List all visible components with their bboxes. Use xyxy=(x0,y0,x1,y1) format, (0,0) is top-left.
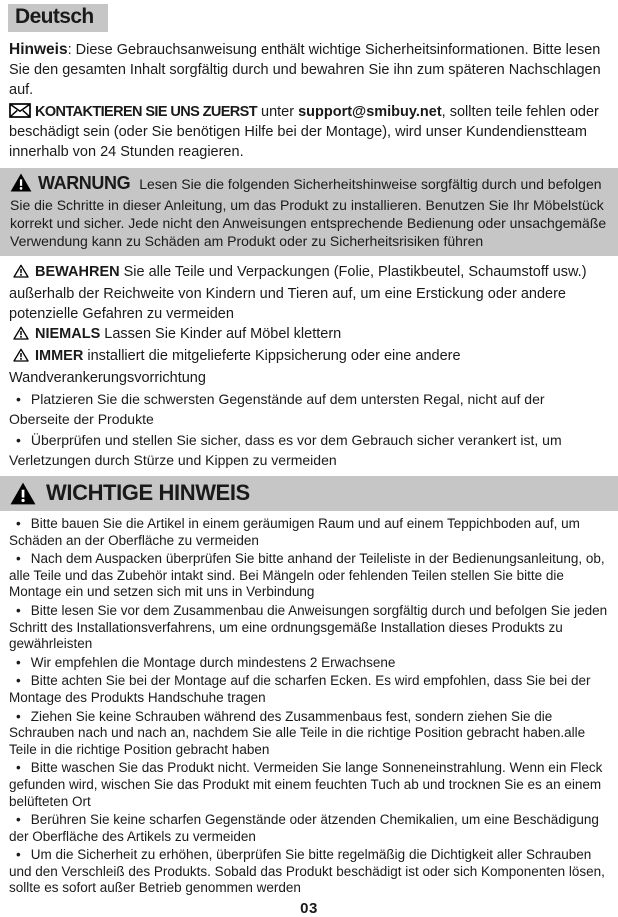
warning-box xyxy=(0,168,618,256)
warning-triangle-outline-icon xyxy=(13,326,29,346)
safety-item-label: NIEMALS xyxy=(35,326,101,342)
warning-triangle-outline-icon xyxy=(13,348,29,368)
bullet-icon: • xyxy=(16,847,21,863)
bullet-icon: • xyxy=(16,551,21,567)
contact-text-after-email: , sollten teile fehlen oder beschädigt sein (oder Sie benötigen Hilfe bei der Montage), wird unser Kundendienstteam innerhalb von 24 Stunden reagieren. xyxy=(9,104,599,160)
important-bullet xyxy=(9,760,609,810)
notice-text: : Diese Gebrauchsanweisung enthält wichtige Sicherheitsinformationen. Bitte lesen Sie den gesamten Inhalt sorgfältig durch und bewahren Sie ihn zum späteren Nachschlagen auf. xyxy=(9,42,601,98)
bullet-icon: • xyxy=(16,432,21,448)
notice-label: Hinweis xyxy=(9,41,68,58)
contact-text-before-email: unter xyxy=(261,104,299,120)
bullet-icon: • xyxy=(16,673,21,689)
safety-item-text: installiert die mitgelieferte Kippsicherung oder eine andere Wandverankerungsvorrichtung xyxy=(9,348,461,386)
safety-item-text: Lassen Sie Kinder auf Möbel klettern xyxy=(104,326,342,342)
important-bullet-text: Bitte bauen Sie die Artikel in einem geräumigen Raum und auf einem Teppichboden auf, um Schäden an der Oberfläche zu vermeiden xyxy=(9,516,580,548)
important-bullet xyxy=(9,655,609,672)
important-bullet xyxy=(9,551,609,601)
contact-paragraph xyxy=(9,102,609,162)
important-bullet-text: Um die Sicherheit zu erhöhen, überprüfen Sie bitte regelmäßig die Dichtigkeit aller Schrauben und den Verschleiß des Produkts. Sobald das Produkt beschädigt ist oder sich Komponenten lösen, sollte es sofort außer Betrieb genommen werden xyxy=(9,847,605,896)
safety-item-immer xyxy=(9,346,609,388)
safety-section xyxy=(9,262,609,470)
important-bullet-text: Berühren Sie keine scharfen Gegenstände oder ätzenden Chemikalien, um eine Beschädigung der Oberfläche des Artikels zu vermeiden xyxy=(9,812,599,844)
important-bullet-text: Bitte lesen Sie vor dem Zusammenbau die Anweisungen sorgfältig durch und befolgen Sie jeden Schritt des Installationsverfahrens, um eine ordnungsgemäße Installation dieses Produkts zu gewährleisten xyxy=(9,602,608,652)
important-notes-list xyxy=(9,516,609,897)
important-notes-title: WICHTIGE HINWEIS xyxy=(46,480,250,505)
bullet-icon: • xyxy=(16,708,21,724)
important-bullet-text: Ziehen Sie keine Schrauben während des Zusammenbaus fest, sondern ziehen Sie die Schrauben nach und nach an, nachdem Sie alle Teile in die richtige Position gebracht haben.alle Teile in die richtige Position gebracht haben xyxy=(9,708,586,757)
important-bullet xyxy=(9,603,609,653)
safety-item-label: IMMER xyxy=(35,348,84,364)
language-title: Deutsch xyxy=(15,5,94,28)
safety-item-label: BEWAHREN xyxy=(35,264,120,280)
important-bullet-text: Nach dem Auspacken überprüfen Sie bitte anhand der Teileliste in der Bedienungsanleitung, ob, alle Teile und das Zubehör intakt sind. Bei Mängeln oder fehlenden Teilen stellen Sie bitte die Montage ein und setzen sich mit uns in Verbindung xyxy=(9,551,605,600)
bullet-icon: • xyxy=(16,602,21,618)
important-bullet-text: Wir empfehlen die Montage durch mindestens 2 Erwachsene xyxy=(30,654,396,670)
safety-bullet xyxy=(9,430,609,470)
safety-bullet-text: Überprüfen und stellen Sie sicher, dass es vor dem Gebrauch sicher verankert ist, um Verletzungen durch Stürze und Kippen zu vermeiden xyxy=(9,432,562,468)
page-number: 03 xyxy=(300,900,318,917)
bullet-icon: • xyxy=(16,654,21,670)
warning-text: Lesen Sie die folgenden Sicherheitshinweise sorgfältig durch und befolgen Sie die Schritte in dieser Anleitung, um das Produkt zu installieren. Benutzen Sie Ihr Möbelstück korrekt und sicher. Jede nicht den Anweisungen entsprechende Bedienung oder unsachgemäße Verwendung kann zu Schäden am Produkt oder zu Sicherheitsrisiken führen xyxy=(10,176,607,249)
important-bullet xyxy=(9,812,609,845)
warning-label: WARNUNG xyxy=(38,173,131,193)
bullet-icon: • xyxy=(16,760,21,776)
important-bullet-text: Bitte achten Sie bei der Montage auf die scharfen Ecken. Es wird empfohlen, dass Sie bei der Montage des Produkts Handschuhe tragen xyxy=(9,673,591,705)
warning-triangle-filled-icon xyxy=(10,173,32,196)
bullet-icon: • xyxy=(16,812,21,828)
notice-paragraph xyxy=(9,40,609,100)
safety-item-text: Sie alle Teile und Verpackungen (Folie, Plastikbeutel, Schaumstoff usw.) außerhalb der Reichweite von Kindern und Tieren auf, um eine Erstickung oder andere potenzielle Gefahren zu vermeiden xyxy=(9,264,587,322)
important-bullet xyxy=(9,516,609,549)
safety-item-niemals xyxy=(9,324,609,346)
safety-bullet-text: Platzieren Sie die schwersten Gegenstände auf dem untersten Regal, nicht auf der Oberseite der Produkte xyxy=(9,391,545,427)
important-bullet-text: Bitte waschen Sie das Produkt nicht. Vermeiden Sie lange Sonneneinstrahlung. Wenn ein Fleck gefunden wird, wischen Sie das Produkt mit einem feuchten Tuch ab und trocknen Sie es an einem belüfteten Ort xyxy=(9,760,603,809)
important-bullet xyxy=(9,673,609,706)
contact-label: KONTAKTIEREN SIE UNS ZUERST xyxy=(35,104,257,120)
contact-email: support@smibuy.net xyxy=(298,104,442,120)
important-bullet xyxy=(9,847,609,897)
warning-triangle-outline-icon xyxy=(13,264,29,284)
safety-item-bewahren xyxy=(9,262,609,324)
language-header xyxy=(8,4,108,32)
bullet-icon: • xyxy=(16,391,21,407)
envelope-icon xyxy=(9,103,31,118)
important-notes-header xyxy=(0,476,618,511)
bullet-icon: • xyxy=(16,516,21,531)
safety-bullet xyxy=(9,389,609,429)
warning-triangle-filled-icon xyxy=(10,482,36,505)
important-bullet xyxy=(9,709,609,759)
